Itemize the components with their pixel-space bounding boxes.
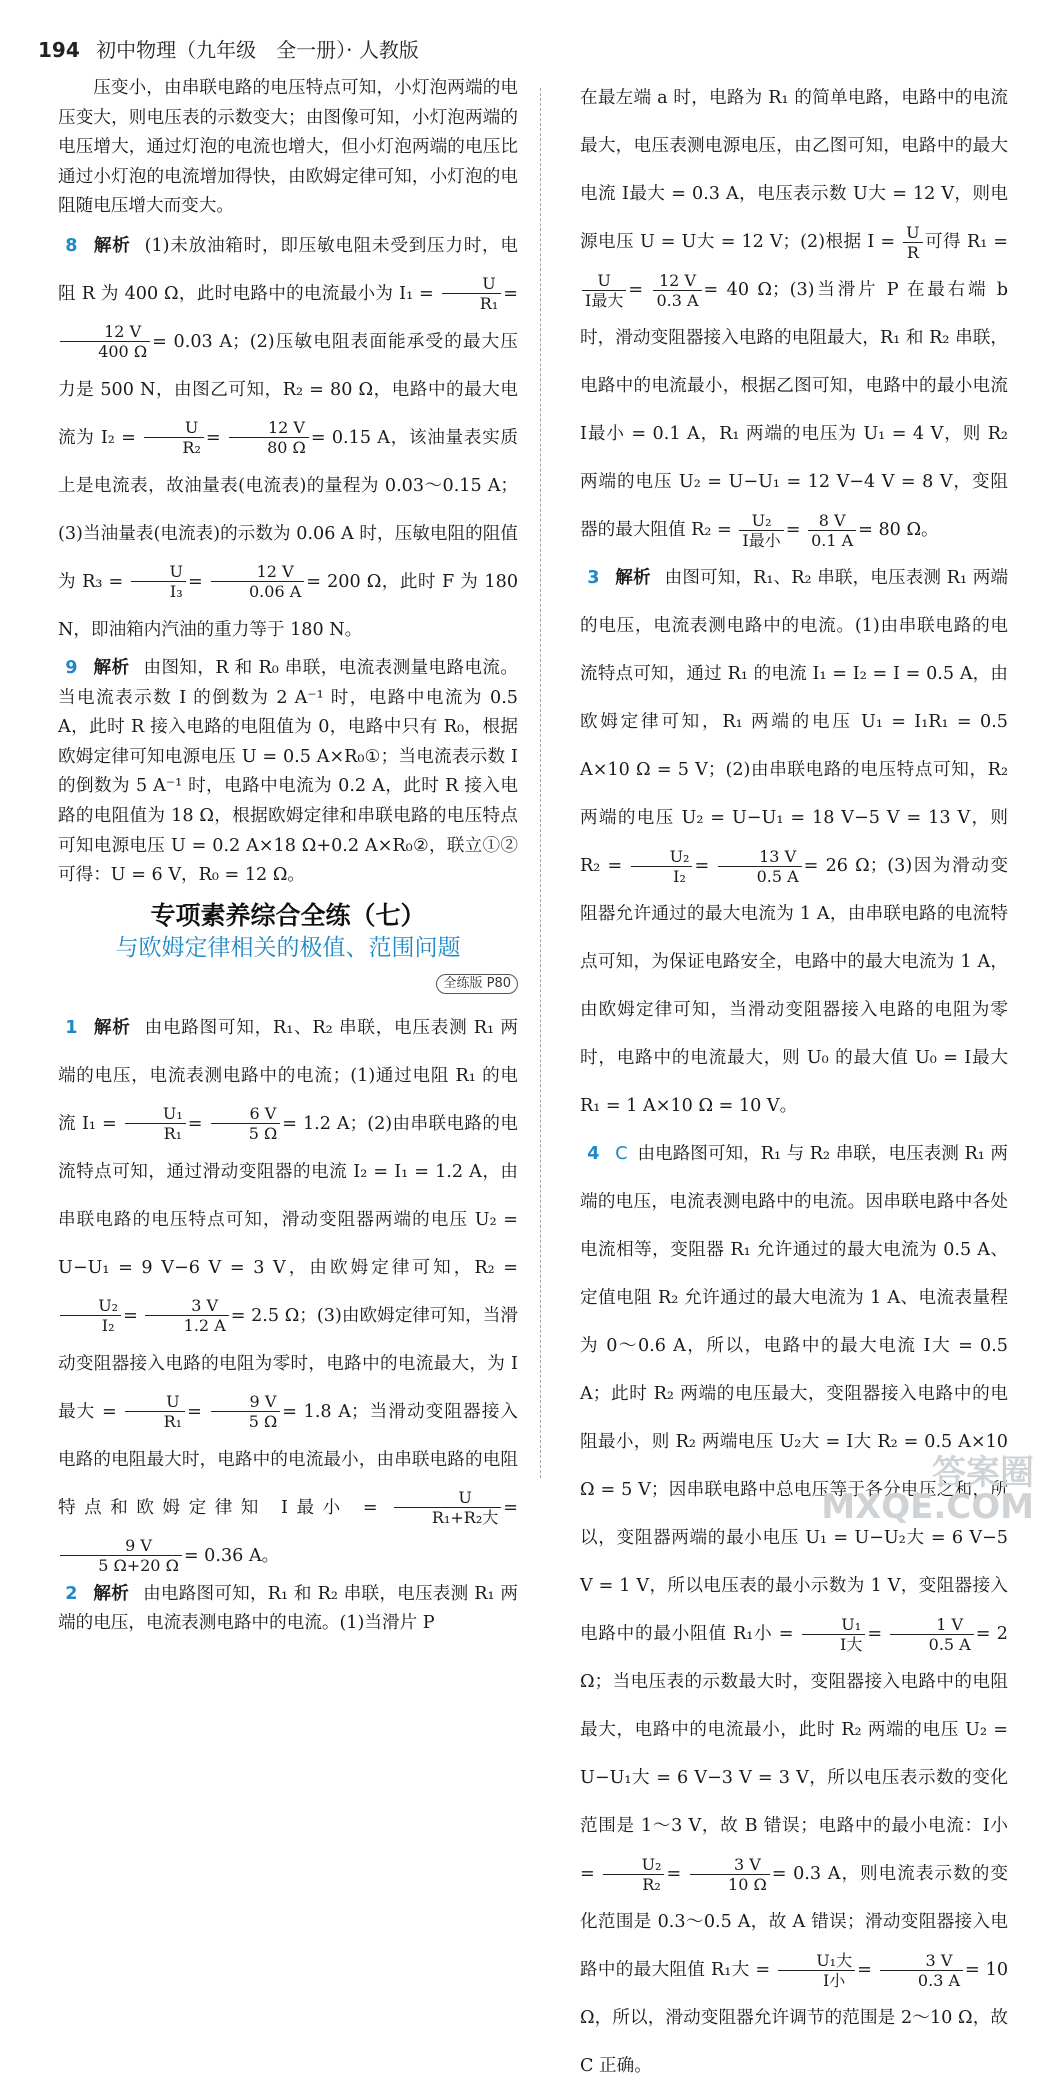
answer-text: 由电路图可知，R₁ 与 R₂ 串联，电压表测 R₁ 两端的电压，电流表测电路中的电流。因串联电路中各处电流相等，变阻器 R₁ 允许通过的最大电流为 0.5 A、定值电阻 R₂ 允许通过的最大电流为 1 A、电流表量程为 0～0.6 A，所以，电路中的最大电流 I大 = 0.5 A；此时 R₂ 两端的电压最大，变阻器接入电路中的电阻最小，则 R₂ 两端电压 U₂大 = I大 R₂ = 0.5 A×10 Ω = 5 V；因串联电路中总电压等于各分电压之和，所以，变阻器两端的最小电压 U₁ = U−U₂大 = 6 V−5 V = 1 V，所以电压表的最小示数为 1 V，变阻器接入电路中的最小阻值 R₁小 = [580, 1144, 1008, 1644]
denominator: I最小 [742, 530, 781, 550]
denominator: 5 Ω+20 Ω [98, 1556, 179, 1575]
paragraph-continued: 压变小，由串联电路的电压特点可知，小灯泡两端的电压变大，则电压表的示数变大；由图像可知，小灯泡两端的电压增大，通过灯泡的电流也增大，但小灯泡两端的电压比通过小灯泡的电流增加得快，由欧姆定律可知，小灯泡的电阻随电压增大而变大。 [58, 78, 518, 217]
fraction [582, 271, 626, 310]
numerator: U₂ [739, 511, 783, 531]
page-header [38, 34, 419, 63]
equals-sign: = [503, 283, 519, 304]
answer-text: = 0.03 A；(2)压敏电阻表面能承受的最大压力是 500 N，由图乙可知，R₂ = 80 Ω，电路中的最大电流为 I₂ = [58, 331, 518, 448]
badge-row [58, 968, 518, 998]
analysis-label: 解析 [93, 1583, 130, 1604]
numerator: U [144, 418, 204, 438]
numerator: 3 V [880, 1951, 963, 1971]
numerator: 8 V [808, 511, 856, 531]
answer-text: = 1.8 A；当滑动变阻器接入电路的电阻最大时，电路中的电流最小，由串联电路的电阻特点和欧姆定律知 I最小 = [58, 1401, 518, 1518]
denominator: 1.2 A [183, 1316, 226, 1335]
denominator: I大 [840, 1634, 863, 1654]
numerator: U [582, 271, 626, 291]
watermark-line: MXQE.COM [821, 1487, 1034, 1527]
denominator: I₂ [101, 1316, 115, 1335]
analysis-label: 解析 [93, 1017, 131, 1038]
numerator: U [125, 1392, 185, 1412]
numerator: 1 V [890, 1615, 973, 1635]
fraction [131, 562, 186, 601]
numerator: 12 V [60, 322, 150, 342]
denominator: 0.5 A [756, 866, 799, 886]
denominator: I小 [822, 1970, 846, 1990]
fraction [125, 1104, 186, 1143]
fraction [903, 223, 922, 262]
watermark-line: 答案圈 [932, 1453, 1034, 1493]
answer-text: = 0.36 A。 [183, 1545, 280, 1566]
fraction [739, 511, 783, 550]
denominator: I最大 [585, 290, 624, 310]
analysis-label: 解析 [615, 568, 651, 588]
denominator: 80 Ω [267, 438, 306, 458]
question-number: 1 [65, 1017, 78, 1038]
right-column [580, 74, 1008, 2090]
denominator: 5 Ω [248, 1124, 278, 1143]
equals-sign: = [785, 520, 801, 540]
equals-sign: = [187, 1113, 203, 1134]
page-number: 194 [38, 38, 80, 62]
fraction [808, 511, 856, 550]
numerator: 12 V [211, 562, 304, 582]
watermark [821, 1453, 1034, 1527]
answer-text: = 0.15 A，该油量表实质上是电流表，故油量表(电流表)的量程为 0.03～0.15 A；(3)当油量表(电流表)的示数为 0.06 A 时，压敏电阻的阻值为 R₃ = [58, 427, 519, 592]
question-number: 2 [65, 1583, 78, 1604]
analysis-label: 解析 [93, 235, 131, 256]
numerator: U₁ [802, 1615, 866, 1635]
equals-sign: = [187, 1401, 202, 1422]
fraction [778, 1951, 855, 1990]
numerator: 9 V [60, 1536, 182, 1556]
fraction [394, 1488, 502, 1527]
answer-text: 由图知，R 和 R₀ 串联，电流表测量电路电流。当电流表示数 I 的倒数为 2 A⁻¹ 时，电路中电流为 0.5 A，此时 R 接入电路的电阻值为 0，电路中只有 R₀，根据欧姆定律可知电源电压 U = 0.5 A×R₀①；当电流表示数 I 的倒数为 5 A⁻¹ 时，电路中电流为 0.2 A，此时 R 接入电路的电阻值为 18 Ω，根据欧姆定律和串联电路的电压特点可知电源电压 U = 0.2 A×18 Ω+0.2 A×R₀②，联立①②可得：U = 6 V，R₀ = 12 Ω。 [58, 657, 518, 886]
fraction [442, 274, 502, 313]
denominator: 0.5 A [928, 1634, 971, 1654]
left-column [58, 74, 518, 1639]
fraction [211, 562, 304, 601]
denominator: 0.3 A [917, 1970, 961, 1990]
fraction [890, 1615, 973, 1654]
answer-8 [58, 222, 518, 654]
answer-text: = 26 Ω；(3)因为滑动变阻器允许通过的最大电流为 1 A，由串联电路的电流特点可知，为保证电路安全，电路中的最大电流为 1 A，由欧姆定律可知，当滑动变阻器接入电路的电阻为零时，电路中的电流最大，则 U₀ 的最大值 U₀ = I最大R₁ = 1 A×10 Ω = 10 V。 [580, 856, 1009, 1116]
answer-text: 由图可知，R₁、R₂ 串联，电压表测 R₁ 两端的电压，电流表测电路中的电流。(1)由串联电路的电流特点可知，通过 R₁ 的电流 I₁ = I₂ = I = 0.5 A，由欧姆定律可知，R₁ 两端的电压 U₁ = I₁R₁ = 0.5 A×10 Ω = 5 V；(2)由串联电路的电压特点可知，R₂ 两端的电压 U₂ = U−U₁ = 18 V−5 V = 13 V，则 R₂ = [580, 568, 1008, 876]
analysis-label: 解析 [93, 657, 130, 678]
fraction [631, 847, 692, 886]
equals-sign: = [694, 856, 710, 876]
answer-text: (1)未放油箱时，即压敏电阻未受到压力时，电阻 R 为 400 Ω，此时电路中的电流最小为 I₁ = [58, 235, 518, 304]
choice-answer: C [615, 1144, 628, 1164]
denominator: 0.06 A [249, 582, 302, 602]
fraction [60, 322, 150, 361]
denominator: 400 Ω [98, 342, 148, 362]
answer-text: = 80 Ω。 [858, 520, 939, 540]
numerator: U [131, 562, 186, 582]
denominator: 0.3 A [656, 290, 699, 310]
numerator: U₂ [631, 847, 692, 867]
numerator: U [442, 274, 502, 294]
answer-text: = 10 Ω，所以，滑动变阻器允许调节的范围是 2～10 Ω，故 C 正确。 [580, 1960, 1009, 2076]
numerator: U [394, 1488, 502, 1508]
denominator: 10 Ω [728, 1874, 767, 1894]
fraction [211, 1392, 281, 1431]
denominator: R [906, 242, 919, 262]
fraction [125, 1392, 185, 1431]
answer-text: = 1.2 A；(2)由串联电路的电流特点可知，通过滑动变阻器的电流 I₂ = I₁ = 1.2 A，由串联电路的电压特点可知，滑动变阻器两端的电压 U₂ = U−U₁ = 9 V−6 V = 3 V，由欧姆定律可知，R₂ = [58, 1113, 518, 1278]
answer-text: = 0.3 A，则电流表示数的变化范围是 0.3～0.5 A，故 A 错误；滑动变阻器接入电路中的最大阻值 R₁大 = [580, 1864, 1008, 1980]
denominator: R₁+R₂大 [431, 1508, 499, 1527]
answer-text: = 2.5 Ω；(3)由欧姆定律可知，当滑动变阻器接入电路的电阻为零时，电路中的电流最大，为 I最大 = [58, 1305, 519, 1422]
denominator: R₁ [163, 1412, 183, 1431]
answer-9 [58, 654, 518, 891]
answer-text: = 2 Ω；当电压表的示数最大时，变阻器接入电路中的电阻最大，电路中的电流最小，此时 R₂ 两端的电压 U₂ = U−U₁大 = 6 V−3 V = 3 V，所以电压表示数的变化范围是 1～3 V，故 B 错误；电路中的最小电流：I小 = [580, 1624, 1009, 1884]
equals-sign: = [867, 1624, 883, 1644]
book-title: 初中物理（九年级 全一册）· 人教版 [96, 38, 419, 62]
fraction [60, 1296, 121, 1335]
answer-text: = 200 Ω，此时 F 为 180 N，即油箱内汽油的重力等于 180 N。 [58, 571, 519, 640]
numerator: 6 V [211, 1104, 281, 1124]
answer-text: = 40 Ω；(3)当滑片 P 在最右端 b 时，滑动变阻器接入电路的电阻最大，R₁ 和 R₂ 串联，电路中的电流最小，根据乙图可知，电路中的最小电流 I最小 = 0.1 A，R₁ 两端的电压为 U₁ = 4 V，则 R₂ 两端的电压 U₂ = U−U₁ = 12 V−4 V = 8 V，变阻器的最大阻值 R₂ = [580, 280, 1009, 540]
question-number: 8 [65, 235, 78, 256]
answer-text: 由电路图可知，R₁、R₂ 串联，电压表测 R₁ 两端的电压，电流表测电路中的电流；(1)通过电阻 R₁ 的电流 I₁ = [58, 1017, 518, 1134]
fraction [60, 1536, 182, 1575]
equals-sign: = [123, 1305, 138, 1326]
numerator: 13 V [718, 847, 801, 867]
numerator: U₁大 [778, 1951, 855, 1971]
denominator: 5 Ω [248, 1412, 278, 1431]
answer-text: 由电路图可知，R₁ 和 R₂ 串联，电压表测 R₁ 两端的电压，电流表测电路中的电流。(1)当滑片 P [58, 1583, 518, 1634]
equals-sign: = [205, 427, 221, 448]
denominator: I₂ [673, 866, 686, 886]
equals-sign: = [628, 280, 644, 300]
denominator: R₁ [479, 294, 499, 314]
denominator: R₂ [182, 438, 201, 458]
equals-sign: = [187, 571, 203, 592]
page-reference-badge: 全练版 P80 [436, 974, 518, 994]
answer-4 [580, 1130, 1008, 2090]
answer-text: 可得 R₁ = [924, 232, 1008, 252]
question-number: 4 [587, 1144, 600, 1164]
column-divider [540, 88, 541, 1478]
fraction [802, 1615, 866, 1654]
equals-sign: = [857, 1960, 872, 1980]
question-number: 9 [65, 657, 78, 678]
numerator: U₂ [60, 1296, 121, 1316]
fraction [690, 1855, 770, 1894]
numerator: 9 V [211, 1392, 281, 1412]
fraction [653, 271, 701, 310]
fraction [718, 847, 801, 886]
equals-sign: = [503, 1497, 518, 1518]
answer-3 [580, 554, 1008, 1130]
denominator: 0.1 A [811, 530, 854, 550]
answer-2-continued [580, 74, 1008, 554]
section-subtitle: 与欧姆定律相关的极值、范围问题 [115, 935, 461, 962]
answer-1 [58, 1004, 518, 1580]
answer-text: 在最左端 a 时，电路为 R₁ 的简单电路，电路中的电流最大，电压表测电源电压，由乙图可知，电路中的最大电流 I最大 = 0.3 A，电压表示数 U大 = 12 V，则电源电压 U = U大 = 12 V；(2)根据 I = [580, 88, 1008, 252]
fraction [211, 1104, 281, 1143]
denominator: R₂ [642, 1874, 661, 1894]
fraction [144, 418, 204, 457]
section-title: 专项素养综合全练（七） [150, 900, 426, 930]
equals-sign: = [666, 1864, 682, 1884]
denominator: R₁ [163, 1124, 183, 1143]
fraction [880, 1951, 963, 1990]
answer-2-start [58, 1580, 518, 1639]
denominator: I₃ [169, 582, 183, 602]
fraction [229, 418, 309, 457]
fraction [145, 1296, 228, 1335]
numerator: U [903, 223, 922, 243]
numerator: U₂ [603, 1855, 664, 1875]
numerator: 3 V [690, 1855, 770, 1875]
question-number: 3 [587, 568, 600, 588]
numerator: 12 V [653, 271, 701, 291]
numerator: 12 V [229, 418, 309, 438]
numerator: U₁ [125, 1104, 186, 1124]
numerator: 3 V [145, 1296, 228, 1316]
fraction [603, 1855, 664, 1894]
